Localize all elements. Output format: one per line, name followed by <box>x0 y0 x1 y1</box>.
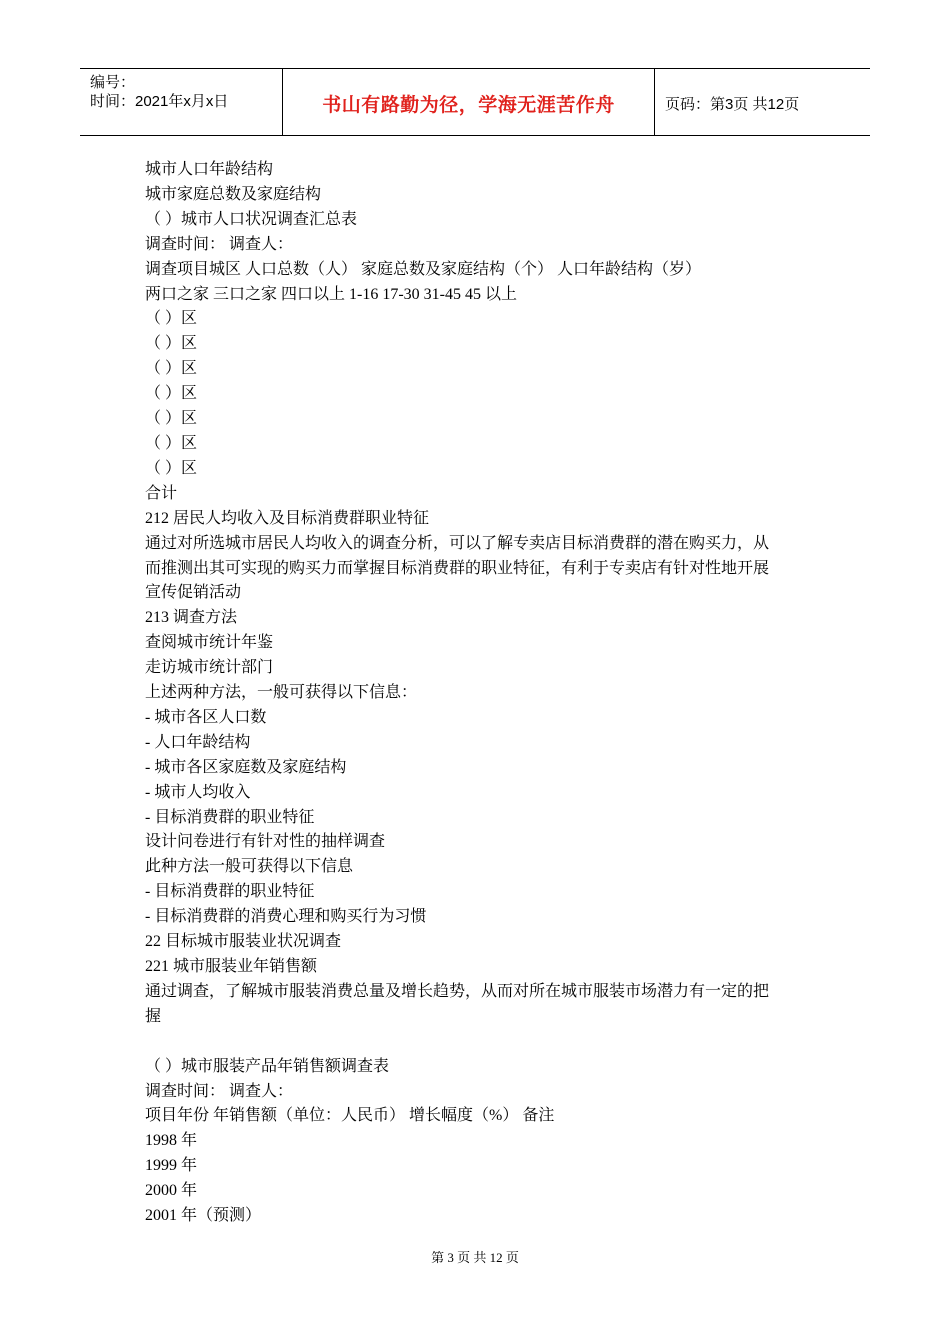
text-line: 1998 年 <box>145 1132 198 1150</box>
page-footer: 第 3 页 共 12 页 <box>431 1250 519 1265</box>
text-line: （ ）城市人口状况调查汇总表 <box>145 210 358 228</box>
text-line: （ ）区 <box>145 434 198 452</box>
text-line: 2001 年（预测） <box>145 1207 262 1225</box>
header-page-info: 页码：第3页 共12页 <box>665 95 800 113</box>
text-line: 221 城市服装业年销售额 <box>145 958 318 975</box>
text-line: 设计问卷进行有针对性的抽样调查 <box>145 833 386 851</box>
header-motto: 书山有路勤为径，学海无涯苦作舟 <box>322 93 615 116</box>
text-line: - 目标消费群的职业特征 <box>145 883 315 901</box>
text-line: 通过调查，了解城市服装消费总量及增长趋势，从而对所在城市服装市场潜力有一定的把 <box>145 982 770 1000</box>
text-line: 22 目标城市服装业状况调查 <box>145 933 342 951</box>
text-line: - 城市各区家庭数及家庭结构 <box>145 758 347 776</box>
text-line: （ ）区 <box>145 360 198 378</box>
text-line: （ ）区 <box>145 385 198 403</box>
text-line: 1999 年 <box>145 1157 198 1175</box>
header-motto-cell <box>282 69 655 135</box>
text-line: 宣传促销活动 <box>145 584 242 602</box>
text-line: 2000 年 <box>145 1182 198 1200</box>
document-body <box>145 158 815 1229</box>
text-line: - 城市人均收入 <box>145 783 251 801</box>
blank-line <box>145 1030 815 1055</box>
page-header <box>80 68 870 136</box>
text-line: 此种方法一般可获得以下信息 <box>145 858 354 876</box>
text-line: 城市人口年龄结构 <box>145 161 274 178</box>
text-line: （ ）区 <box>145 410 198 428</box>
document-time-label: 时间：2021年x月x日 <box>90 93 229 110</box>
text-line: 走访城市统计部门 <box>145 659 274 677</box>
text-line: 212 居民人均收入及目标消费群职业特征 <box>145 509 430 527</box>
document-number-label: 编号： <box>90 74 136 91</box>
text-line: 调查时间： 调查人： <box>145 1082 294 1100</box>
text-line: 213 调查方法 <box>145 609 238 627</box>
text-line: （ ）区 <box>145 310 198 328</box>
text-line: 查阅城市统计年鉴 <box>145 634 274 652</box>
text-line: 而推测出其可实现的购买力而掌握目标消费群的职业特征，有利于专卖店有针对性地开展 <box>145 559 770 577</box>
text-line: - 目标消费群的消费心理和购买行为习惯 <box>145 908 427 926</box>
header-meta <box>80 69 282 135</box>
text-line: 上述两种方法，一般可获得以下信息： <box>145 684 418 702</box>
text-line: （ ）城市服装产品年销售额调查表 <box>145 1057 390 1075</box>
text-line: 调查时间： 调查人： <box>145 235 294 253</box>
text-line: - 目标消费群的职业特征 <box>145 808 315 826</box>
text-line: 通过对所选城市居民人均收入的调查分析，可以了解专卖店目标消费群的潜在购买力，从 <box>145 534 770 552</box>
text-line: - 城市各区人口数 <box>145 708 267 726</box>
text-line: - 人口年龄结构 <box>145 733 251 751</box>
text-line: （ ）区 <box>145 335 198 353</box>
text-line: 合计 <box>145 484 178 502</box>
text-line: 项目年份 年销售额（单位：人民币） 增长幅度（%） 备注 <box>145 1107 555 1125</box>
text-line: 城市家庭总数及家庭结构 <box>145 185 322 203</box>
text-line: 握 <box>145 1007 162 1025</box>
text-line: 两口之家 三口之家 四口以上 1-16 17-30 31-45 45 以上 <box>145 285 517 303</box>
text-line: 调查项目城区 人口总数（人） 家庭总数及家庭结构（个） 人口年龄结构（岁） <box>145 260 702 278</box>
text-line: （ ）区 <box>145 459 198 477</box>
